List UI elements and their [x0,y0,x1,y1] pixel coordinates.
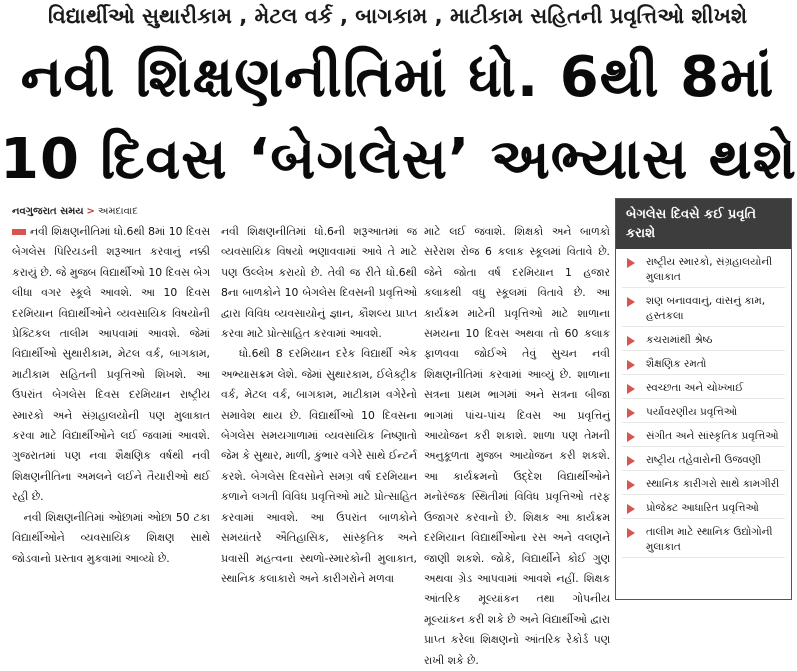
byline-source: નવગુજરાત સમય [12,206,84,217]
article-paragraph [12,222,210,508]
list-item: શૈક્ષણિક રમતો [622,355,785,375]
article-paragraph [12,508,210,569]
list-item: શણ બનાવવાનું, વાંસનું કામ, હસ્તકલા [622,292,785,327]
article-column-1 [12,222,210,600]
article-paragraph [221,222,417,344]
byline-location: અમદાવાદ [97,206,138,217]
paragraph-marker-icon [12,229,26,235]
article-column-2 [221,222,417,600]
paragraph-text: ધો.6થી 8 દરમિયાન દરેક વિદ્યાર્થી એક અભ્યાસક્રમ લેશે. જેમાં સુથારકામ, ઈલેક્ટ્રીક વર્ક, મેટલ વર્ક, બાગકામ, માટીકામ વગેરેનો સમાવેશ થાય છે. વિદ્યાર્થીઓ 10 દિવસના બેગલેસ સમયગાળામાં વ્યવસાયિક નિષ્ણાતો જેમ કે સુથાર, માળી, કુંભાર વગેરે સાથે ઈન્ટર્ન કરશે. બેગલેસ દિવસોને સમગ્ર વર્ષ દરમિયાન કળાને લગતી વિવિધ પ્રવૃત્તિઓ માટે પ્રોત્સાહિત કરવામાં આવશે. આ ઉપરાંત બાળકોને સમયાંતરે ઐતિહાસિક, સાંસ્કૃતિક અને પ્રવાસી મહત્વના સ્થળો-સ્મારકોની મુલાકાત, સ્થાનિક કલાકારો અને કારીગરોને મળવા [221,347,417,585]
list-item: પ્રોજેક્ટ આધારિત પ્રવૃત્તિઓ [622,499,785,519]
list-item: તાલીમ માટે સ્થાનિક ઉદ્યોગોની મુલાકાત [622,523,785,558]
byline [12,206,138,217]
activities-list [616,249,791,558]
paragraph-text: માટે લઈ જવાશે. શિક્ષકો અને બાળકો સરેરાશ રોજ 6 કલાક સ્કૂલમાં વિતાવે છે. જેને જોતા વર્ષ દરમિયાન 1 હજાર કલાકથી વધુ સ્કૂલમાં વિતાવે છે. આ કાર્યક્રમ માટેની પ્રવૃત્તિઓ માટે શાળાના સમયના 10 દિવસ અથવા તો 60 કલાક ફાળવવા જોઈએ તેવું સુચન નવી શિક્ષણનીતિમાં કરવામાં આવ્યું છે. શાળાના સત્રના પ્રથમ ભાગમાં અને સત્રના બીજા ભાગમાં પાંચ-પાંચ દિવસ આ પ્રવૃત્તિનું આયોજન કરી શકાશે. શાળા પણ તેમની અનુકૂળતા મુજબ આયોજન કરી શકશે. આ કાર્યક્રમનો ઉદ્દેશ વિદ્યાર્થીઓને મનોરંજક સ્થિતીમાં વિવિધ પ્રવૃત્તિઓ તરફ ઉજાગર કરવાનો છે. શિક્ષક આ કાર્યક્રમ દરમિયાન વિદ્યાર્થીઓના રસ અને વલણને જાણી શકશે. જોકે, વિદ્યાર્થીને કોઈ ગુણ અથવા ગ્રેડ આપવામાં આવશે નહીં. શિક્ષક આંતરિક મૂલ્યાંકન તથા ગોપનીય મૂલ્યાંકન કરી શકે છે અને વિદ્યાર્થીઓ દ્વારા પ્રાપ્ત કરેલા શિક્ષણનો આંતરિક રેકોર્ડ પણ રાખી શકે છે. [424,225,610,667]
paragraph-text: નવી શિક્ષણનીતિમાં ધો.6ની શરૂઆતમાં જ વ્યવસાયિક વિષયો ભણાવવામાં આવે તે માટે પણ ઉલ્લેખ કરાયો છે. તેવી જ રીતે ધો.6થી 8ના બાળકોને 10 બેગલેસ દિવસની પ્રવૃત્તિઓ દ્વારા વિવિધ વ્યવસાયોનું જ્ઞાન, કૌશલ્ય પ્રાપ્ત કરવા માટે પ્રોત્સાહિત કરવામાં આવશે. [221,225,417,341]
paragraph-text: નવી શિક્ષણનીતિમાં ઓછામાં ઓછા 50 ટકા વિદ્યાર્થીઓને વ્યવસાયિક શિક્ષણ સાથે જોડવાનો પ્રસ્તાવ મુકવામાં આવ્યો છે. [12,510,210,565]
paragraph-text: નવી શિક્ષણનીતિમાં ધો.6થી 8માં 10 દિવસ બેગલેસ પિરિયડની શરૂઆત કરવાનું નક્કી કરાયું છે. જે મુજબ વિદ્યાર્થીઓ 10 દિવસ બેગ લીધા વગર સ્કૂલે આવશે. આ 10 દિવસ દરમિયાન વિદ્યાર્થીઓને વ્યવસાયિક વિષયોની પ્રેક્ટિકલ તાલીમ આપવામાં આવશે. જેમાં વિદ્યાર્થીઓ સુથારીકામ, મેટલ વર્ક, બાગકામ, માટીકામ સહિતની પ્રવૃત્તિઓ શિખશે. આ ઉપરાંત બેગલેસ દિવસ દરમિયાન રાષ્ટ્રીય સ્મારકો અને સંગ્રહાલયોની પણ મુલાકાત કરવા માટે વિદ્યાર્થીઓને લઈ જવામાં આવશે. ગુજરાતમાં પણ નવા શૈક્ષણિક વર્ષથી નવી શિક્ષણનીતિના અમલને લઈને તૈયારીઓ થઈ રહી છે. [12,225,210,504]
activities-sidebar [615,198,792,600]
kicker-headline: વિદ્યાર્થીઓ સુથારીકામ , મેટલ વર્ક , બાગકામ , માટીકામ સહિતની પ્રવૃત્તિઓ શીખશે [47,4,748,28]
main-headline-line-2: 10 દિવસ ‘બેગલેસ’ અભ્યાસ થશે [0,127,797,192]
article-paragraph [221,344,417,589]
list-item: સ્થાનિક કારીગરો સાથે કામગીરી [622,475,785,495]
list-item: પર્યાવરણીય પ્રવૃત્તિઓ [622,403,785,423]
list-item: સ્વચ્છતા અને ચોખ્ખાઈ [622,379,785,399]
list-item: કચરામાંથી શ્રેષ્ઠ [622,331,785,351]
sidebar-title: બેગલેસ દિવસે કઈ પ્રવૃતિ કરાશે [616,199,791,249]
main-headline-line-1: નવી શિક્ષણનીતિમાં ધો. 6થી 8માં [20,45,775,110]
article-column-3 [424,222,610,667]
list-item: રાષ્ટ્રીય તહેવારોની ઉજવણી [622,451,785,471]
byline-separator: > [86,206,95,217]
list-item: રાષ્ટ્રીય સ્મારકો, સંગ્રહાલયોની મુલાકાત [622,253,785,288]
article-paragraph [424,222,610,671]
list-item: સંગીત અને સાંસ્કૃતિક પ્રવૃત્તિઓ [622,427,785,447]
